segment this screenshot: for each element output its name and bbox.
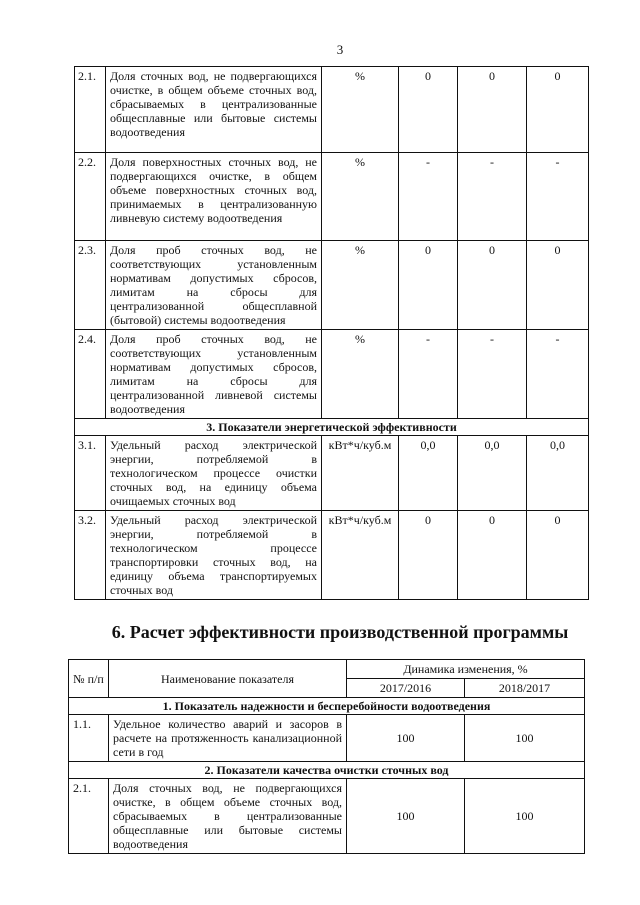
header-number: № п/п <box>69 660 109 698</box>
row-number: 2.3. <box>75 241 106 330</box>
value-cell: 0 <box>527 241 589 330</box>
unit-cell: кВт*ч/куб.м <box>322 436 399 511</box>
indicator-name: Доля проб сточных вод, не соответствующих установленным нормативам допустимых сбросов, лимитам на сбросы для централизованной общесплавной (бытовой) системы водоотведения <box>106 241 322 330</box>
indicator-name: Удельный расход электрической энергии, потребляемой в технологическом процессе очистки сточных вод, на единицу объема очищаемых сточных вод <box>106 436 322 511</box>
value-cell: 0 <box>399 67 458 153</box>
efficiency-table <box>68 659 585 854</box>
indicator-name: Доля проб сточных вод, не соответствующих установленным нормативам допустимых сбросов, лимитам на сбросы для централизованной ливневой системы водоотведения <box>106 330 322 419</box>
section-title: 1. Показатель надежности и бесперебойности водоотведения <box>69 698 585 715</box>
table-row <box>69 779 585 854</box>
value-cell: - <box>458 153 527 241</box>
header-dynamics: Динамика изменения, % <box>347 660 585 679</box>
table-row <box>75 330 589 419</box>
section-header-row <box>69 762 585 779</box>
value-cell: 0 <box>458 511 527 600</box>
value-cell: 0 <box>527 67 589 153</box>
table-row <box>69 715 585 762</box>
value-cell: 0 <box>458 241 527 330</box>
value-cell: - <box>527 330 589 419</box>
header-indicator-name: Наименование показателя <box>109 660 347 698</box>
row-number: 1.1. <box>69 715 109 762</box>
table-row <box>75 67 589 153</box>
section-header-row <box>75 419 589 436</box>
page-number: 3 <box>336 42 344 57</box>
section-header-row <box>69 698 585 715</box>
value-cell: 100 <box>465 715 585 762</box>
header-year: 2018/2017 <box>465 679 585 698</box>
value-cell: - <box>458 330 527 419</box>
indicator-name: Доля сточных вод, не подвергающихся очистке, в общем объеме сточных вод, сбрасываемых в централизованные общесплавные или бытовые системы водоотведения <box>106 67 322 153</box>
value-cell: 100 <box>465 779 585 854</box>
row-number: 2.1. <box>75 67 106 153</box>
unit-cell: кВт*ч/куб.м <box>322 511 399 600</box>
value-cell: - <box>527 153 589 241</box>
value-cell: - <box>399 330 458 419</box>
table-row <box>75 241 589 330</box>
indicator-name: Удельное количество аварий и засоров в расчете на протяженность канализационной сети в год <box>109 715 347 762</box>
section-title: 2. Показатели качества очистки сточных вод <box>69 762 585 779</box>
table-row <box>75 511 589 600</box>
value-cell: 0,0 <box>527 436 589 511</box>
row-number: 3.1. <box>75 436 106 511</box>
value-cell: 0 <box>458 67 527 153</box>
value-cell: 0,0 <box>399 436 458 511</box>
section-title: 3. Показатели энергетической эффективности <box>75 419 589 436</box>
table-row <box>75 153 589 241</box>
value-cell: 0 <box>399 241 458 330</box>
indicator-name: Удельный расход электрической энергии, потребляемой в технологическом процессе транспортировки сточных вод, на единицу объема транспортируемых сточных вод <box>106 511 322 600</box>
unit-cell: % <box>322 330 399 419</box>
row-number: 2.1. <box>69 779 109 854</box>
value-cell: 0 <box>527 511 589 600</box>
row-number: 2.2. <box>75 153 106 241</box>
unit-cell: % <box>322 67 399 153</box>
row-number: 3.2. <box>75 511 106 600</box>
value-cell: 100 <box>347 715 465 762</box>
indicator-name: Доля сточных вод, не подвергающихся очистке, в общем объеме сточных вод, сбрасываемых в централизованные общесплавные или бытовые системы водоотведения <box>109 779 347 854</box>
value-cell: 0,0 <box>458 436 527 511</box>
value-cell: 0 <box>399 511 458 600</box>
table-row <box>75 436 589 511</box>
section-heading: 6. Расчет эффективности производственной программы <box>111 622 569 642</box>
value-cell: 100 <box>347 779 465 854</box>
header-year: 2017/2016 <box>347 679 465 698</box>
indicators-table <box>74 66 589 600</box>
unit-cell: % <box>322 241 399 330</box>
indicator-name: Доля поверхностных сточных вод, не подвергающихся очистке, в общем объеме поверхностных сточных вод, принимаемых в централизованную ливневую систему водоотведения <box>106 153 322 241</box>
unit-cell: % <box>322 153 399 241</box>
row-number: 2.4. <box>75 330 106 419</box>
table-header-row <box>69 660 585 679</box>
value-cell: - <box>399 153 458 241</box>
